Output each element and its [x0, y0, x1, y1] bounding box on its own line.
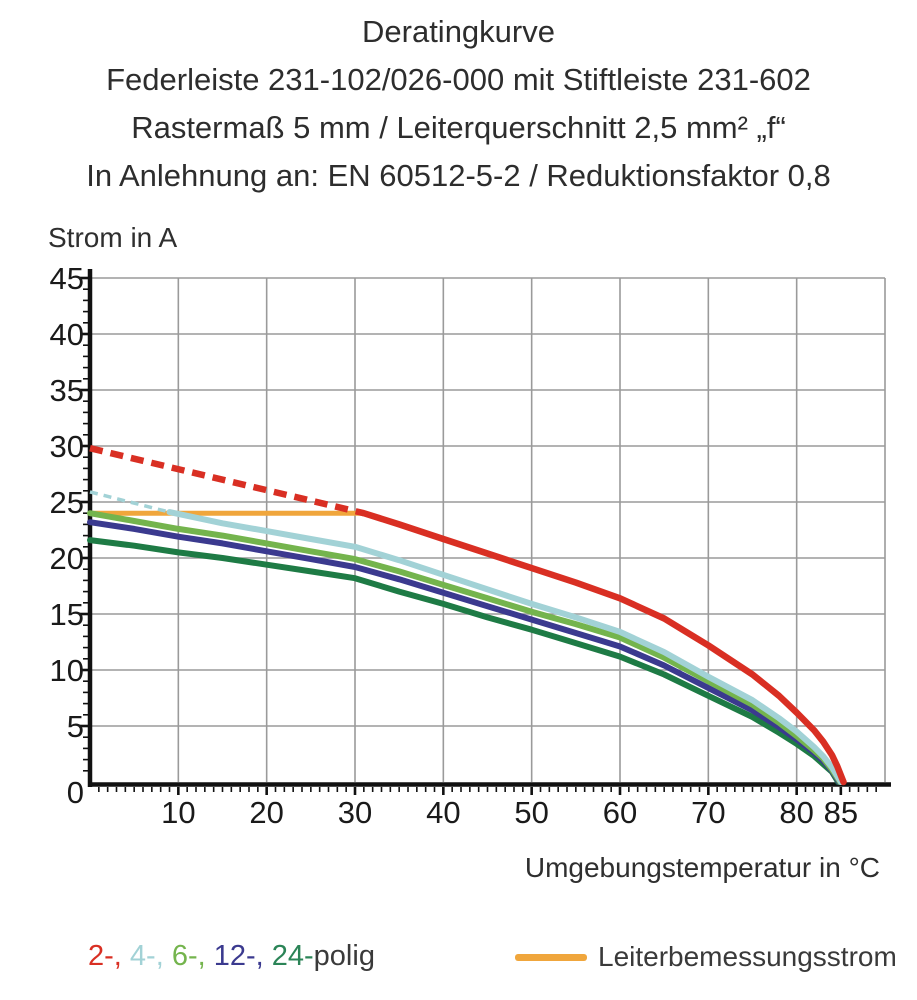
legend-pole-items: [88, 940, 314, 972]
chart-title: Deratingkurve: [362, 14, 555, 49]
y-tick-label: 5: [66, 709, 84, 744]
y-tick-label: 15: [49, 597, 84, 632]
x-tick-label: 50: [514, 795, 549, 830]
y-tick-label: 20: [49, 541, 84, 576]
x-tick-label: 20: [249, 795, 284, 830]
series-12-polig-line: [90, 522, 839, 782]
legend-rated-current: [515, 940, 897, 974]
y-tick-label: 30: [49, 429, 84, 464]
x-axis-title: Umgebungstemperatur in °C: [524, 852, 880, 883]
chart-subtitle-connectors: Federleiste 231-102/026-000 mit Stiftleiste 231-602: [106, 62, 811, 97]
y-axis-title: Strom in A: [48, 222, 178, 253]
series-2-polig-line: [364, 513, 844, 782]
x-tick-label: 85: [823, 795, 859, 830]
x-tick-label: 60: [602, 795, 638, 830]
legend-6-polig: 6-,: [171, 940, 214, 972]
chart-subtitle-standard: In Anlehnung an: EN 60512-5-2 / Reduktionsfaktor 0,8: [86, 158, 831, 193]
legend-pole-counts: [88, 940, 375, 973]
rated-current-label: Leiterbemessungsstrom: [598, 941, 897, 972]
y-tick-label: 45: [49, 261, 84, 296]
legend-24-polig: 24-: [271, 940, 314, 972]
x-tick-label: 80: [779, 795, 814, 830]
x-tick-label: 40: [426, 795, 461, 830]
series-24-polig-line: [90, 540, 838, 782]
origin-tick-label: 0: [66, 775, 84, 810]
y-tick-label: 40: [49, 317, 84, 352]
legend-12-polig: 12-,: [213, 940, 272, 972]
legend-polig-suffix: polig: [313, 940, 375, 972]
y-tick-label: 10: [49, 653, 84, 688]
x-tick-label: 10: [161, 795, 196, 830]
legend-2-polig: 2-,: [88, 940, 130, 972]
y-tick-label: 25: [49, 485, 84, 520]
x-tick-label: 30: [337, 795, 373, 830]
legend-4-polig: 4-,: [129, 940, 172, 972]
rated-current-line-swatch: [515, 954, 587, 961]
x-tick-label: 70: [691, 795, 726, 830]
y-tick-label: 35: [49, 373, 84, 408]
chart-subtitle-spec: Rastermaß 5 mm / Leiterquerschnitt 2,5 mm² „f“: [131, 110, 786, 145]
